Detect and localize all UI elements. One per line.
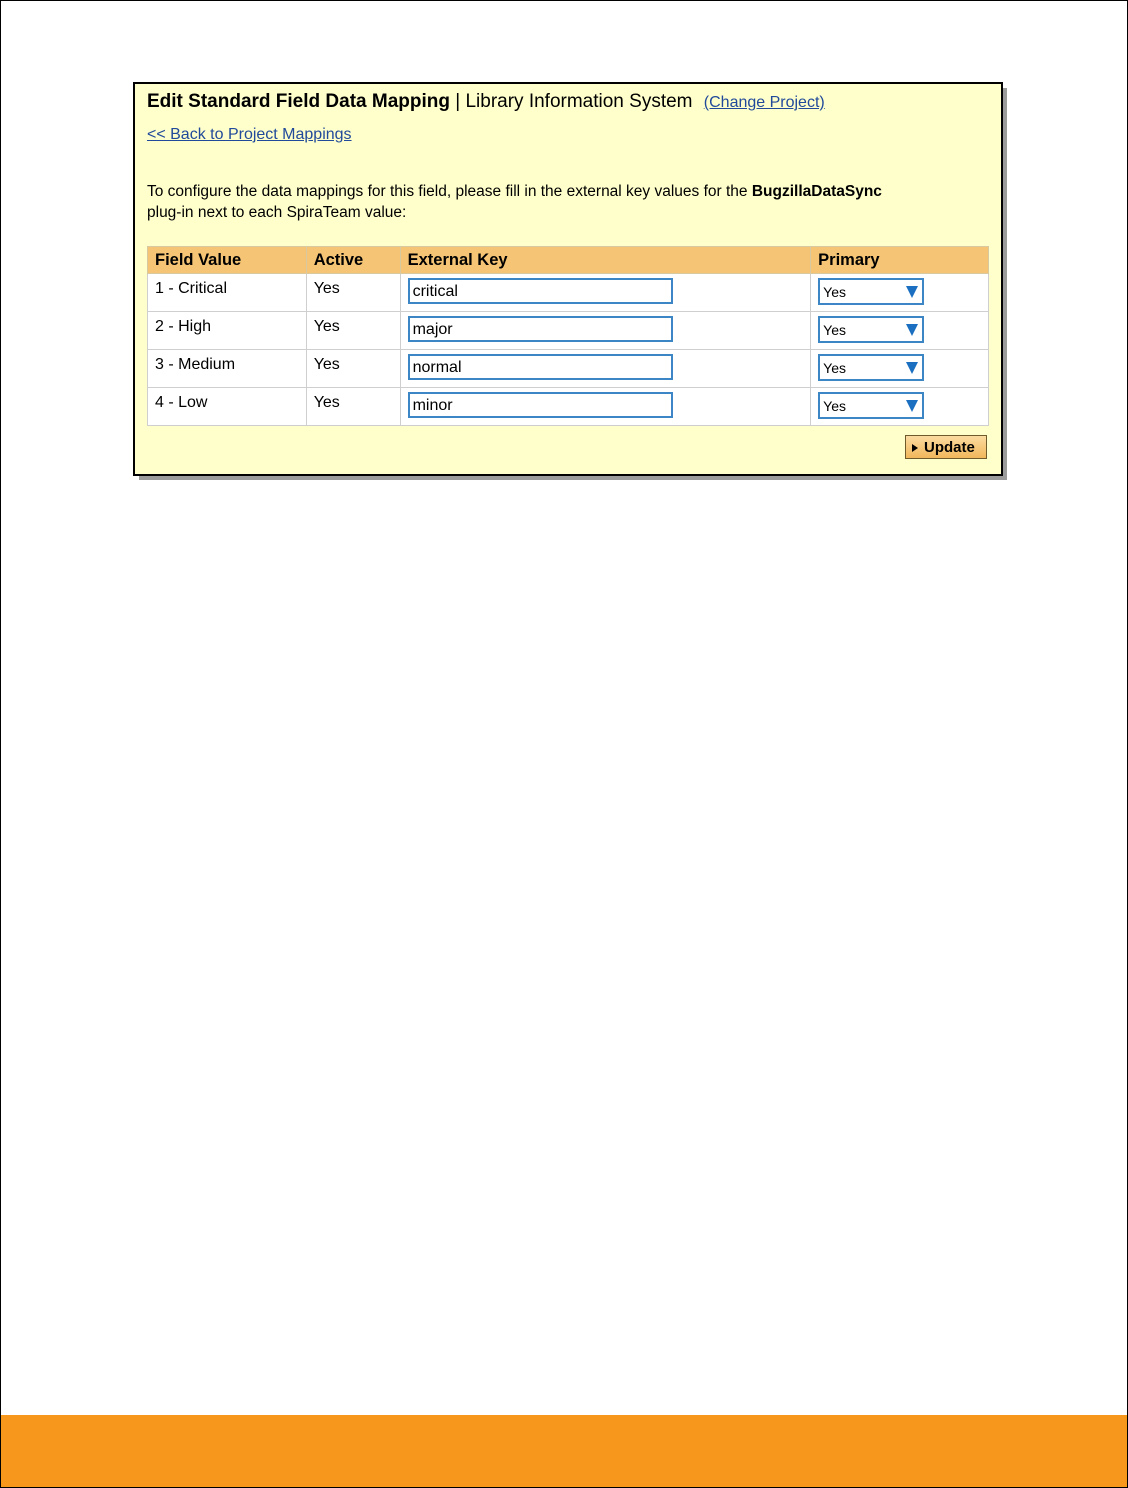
external-key-input[interactable]	[408, 278, 673, 304]
active-cell: Yes	[306, 274, 400, 312]
instructions-before: To configure the data mappings for this field, please fill in the external key values for the	[147, 183, 752, 200]
primary-select[interactable]	[818, 278, 924, 305]
mapping-panel	[133, 82, 1003, 476]
primary-cell	[811, 312, 989, 350]
column-header-field-value: Field Value	[148, 247, 307, 274]
field-value-cell: 4 - Low	[148, 388, 307, 426]
field-value-cell: 1 - Critical	[148, 274, 307, 312]
external-key-input[interactable]	[408, 354, 673, 380]
dropdown-arrow-icon	[906, 400, 918, 412]
active-cell: Yes	[306, 350, 400, 388]
update-button[interactable]	[905, 435, 987, 459]
primary-cell	[811, 388, 989, 426]
footer-band	[1, 1415, 1127, 1487]
external-key-input[interactable]	[408, 316, 673, 342]
play-arrow-icon	[912, 444, 918, 452]
change-project-link[interactable]: (Change Project)	[703, 94, 825, 111]
field-mapping-table	[147, 246, 989, 426]
dropdown-arrow-icon	[906, 362, 918, 374]
primary-select-value: Yes	[823, 322, 846, 338]
primary-select-value: Yes	[823, 284, 846, 300]
primary-cell	[811, 274, 989, 312]
page-title	[147, 91, 825, 113]
table-row	[148, 274, 989, 312]
column-header-primary: Primary	[811, 247, 989, 274]
title-separator: |	[449, 91, 466, 112]
instructions-text	[147, 181, 987, 223]
update-button-label: Update	[924, 439, 975, 456]
table-row	[148, 312, 989, 350]
primary-cell	[811, 350, 989, 388]
back-to-project-mappings-link[interactable]: << Back to Project Mappings	[147, 126, 352, 143]
table-header-row	[148, 247, 989, 274]
active-cell: Yes	[306, 312, 400, 350]
external-key-cell	[400, 312, 811, 350]
field-value-cell: 3 - Medium	[148, 350, 307, 388]
dropdown-arrow-icon	[906, 324, 918, 336]
page-title-main: Edit Standard Field Data Mapping	[147, 91, 450, 112]
table-row	[148, 350, 989, 388]
primary-select-value: Yes	[823, 360, 846, 376]
dropdown-arrow-icon	[906, 286, 918, 298]
primary-select[interactable]	[818, 316, 924, 343]
plugin-name: BugzillaDataSync	[751, 183, 882, 200]
instructions-after: plug-in next to each SpiraTeam value:	[147, 204, 407, 221]
primary-select[interactable]	[818, 392, 924, 419]
table-row	[148, 388, 989, 426]
primary-select-value: Yes	[823, 398, 846, 414]
column-header-external-key: External Key	[400, 247, 811, 274]
external-key-cell	[400, 388, 811, 426]
active-cell: Yes	[306, 388, 400, 426]
primary-select[interactable]	[818, 354, 924, 381]
external-key-cell	[400, 274, 811, 312]
external-key-cell	[400, 350, 811, 388]
project-name: Library Information System	[465, 91, 693, 112]
field-value-cell: 2 - High	[148, 312, 307, 350]
external-key-input[interactable]	[408, 392, 673, 418]
column-header-active: Active	[306, 247, 400, 274]
